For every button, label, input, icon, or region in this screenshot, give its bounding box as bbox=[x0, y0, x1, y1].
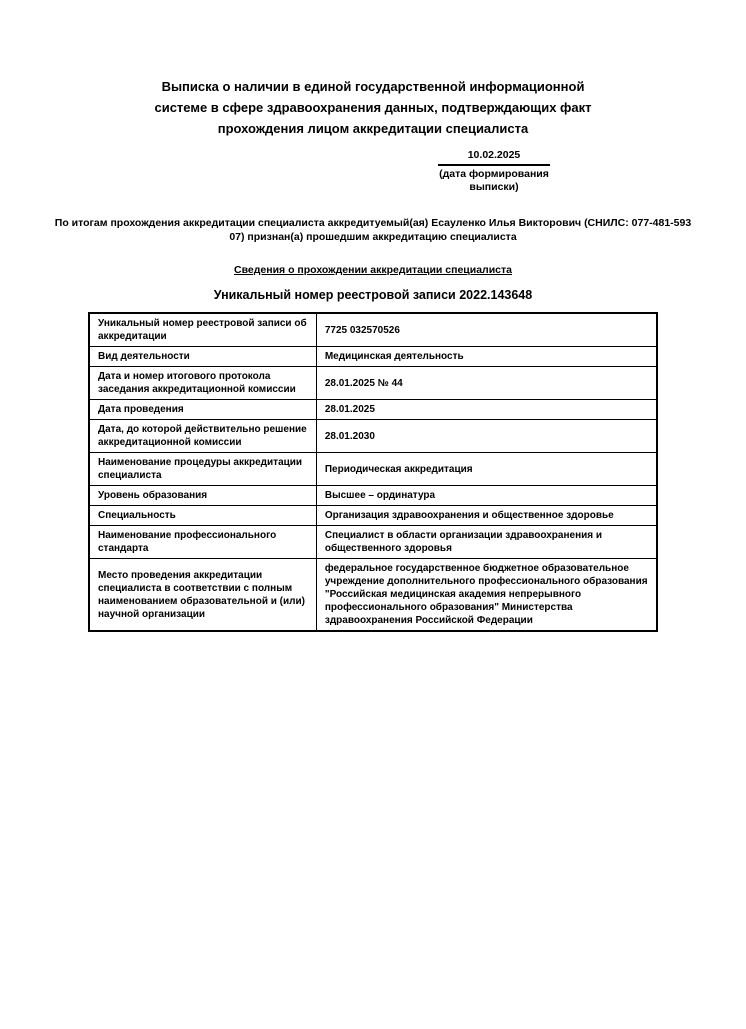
table-row bbox=[89, 453, 657, 486]
row-label: Наименование процедуры аккредитации специалиста bbox=[89, 453, 316, 486]
extract-date-block bbox=[414, 149, 574, 194]
row-value: Медицинская деятельность bbox=[316, 347, 657, 367]
row-label: Место проведения аккредитации специалиста в соответствии с полным наименованием образовательной и (или) научной организации bbox=[89, 559, 316, 632]
row-value: Периодическая аккредитация bbox=[316, 453, 657, 486]
row-value: федеральное государственное бюджетное образовательное учреждение дополнительного профессионального образования "Российская медицинская академия непрерывного профессионального образования" Министерства здравоохранения Российской Федерации bbox=[316, 559, 657, 632]
row-value: 7725 032570526 bbox=[316, 313, 657, 347]
table-row bbox=[89, 559, 657, 632]
accreditation-result-paragraph: По итогам прохождения аккредитации специалиста аккредитуемый(ая) Есауленко Илья Викторович (СНИЛС: 077-481-593 07) признан(а) прошедшим аккредитацию специалиста bbox=[54, 217, 692, 243]
accreditation-details-table bbox=[88, 312, 658, 632]
table-row bbox=[89, 347, 657, 367]
section-heading: Сведения о прохождении аккредитации специалиста bbox=[234, 264, 512, 276]
table-row bbox=[89, 367, 657, 400]
table-row bbox=[89, 506, 657, 526]
row-value: Организация здравоохранения и общественное здоровье bbox=[316, 506, 657, 526]
row-value: 28.01.2025 № 44 bbox=[316, 367, 657, 400]
table-row bbox=[89, 486, 657, 506]
table-row bbox=[89, 313, 657, 347]
row-label: Наименование профессионального стандарта bbox=[89, 526, 316, 559]
row-label: Дата и номер итогового протокола заседания аккредитационной комиссии bbox=[89, 367, 316, 400]
table-row bbox=[89, 526, 657, 559]
row-value: 28.01.2030 bbox=[316, 420, 657, 453]
document-title: Выписка о наличии в единой государственной информационной системе в сфере здравоохранения данных, подтверждающих факт прохождения лицом аккредитации специалиста bbox=[154, 79, 592, 136]
row-label: Дата проведения bbox=[89, 400, 316, 420]
table-row bbox=[89, 400, 657, 420]
row-label: Вид деятельности bbox=[89, 347, 316, 367]
row-label: Уровень образования bbox=[89, 486, 316, 506]
row-label: Уникальный номер реестровой записи об аккредитации bbox=[89, 313, 316, 347]
extract-date-value: 10.02.2025 bbox=[438, 149, 550, 166]
row-value: 28.01.2025 bbox=[316, 400, 657, 420]
extract-date-caption: (дата формирования выписки) bbox=[439, 168, 549, 193]
registry-number-heading: Уникальный номер реестровой записи 2022.143648 bbox=[213, 288, 533, 302]
row-label: Специальность bbox=[89, 506, 316, 526]
row-value: Высшее – ординатура bbox=[316, 486, 657, 506]
row-label: Дата, до которой действительно решение аккредитационной комиссии bbox=[89, 420, 316, 453]
table-row bbox=[89, 420, 657, 453]
row-value: Специалист в области организации здравоохранения и общественного здоровья bbox=[316, 526, 657, 559]
